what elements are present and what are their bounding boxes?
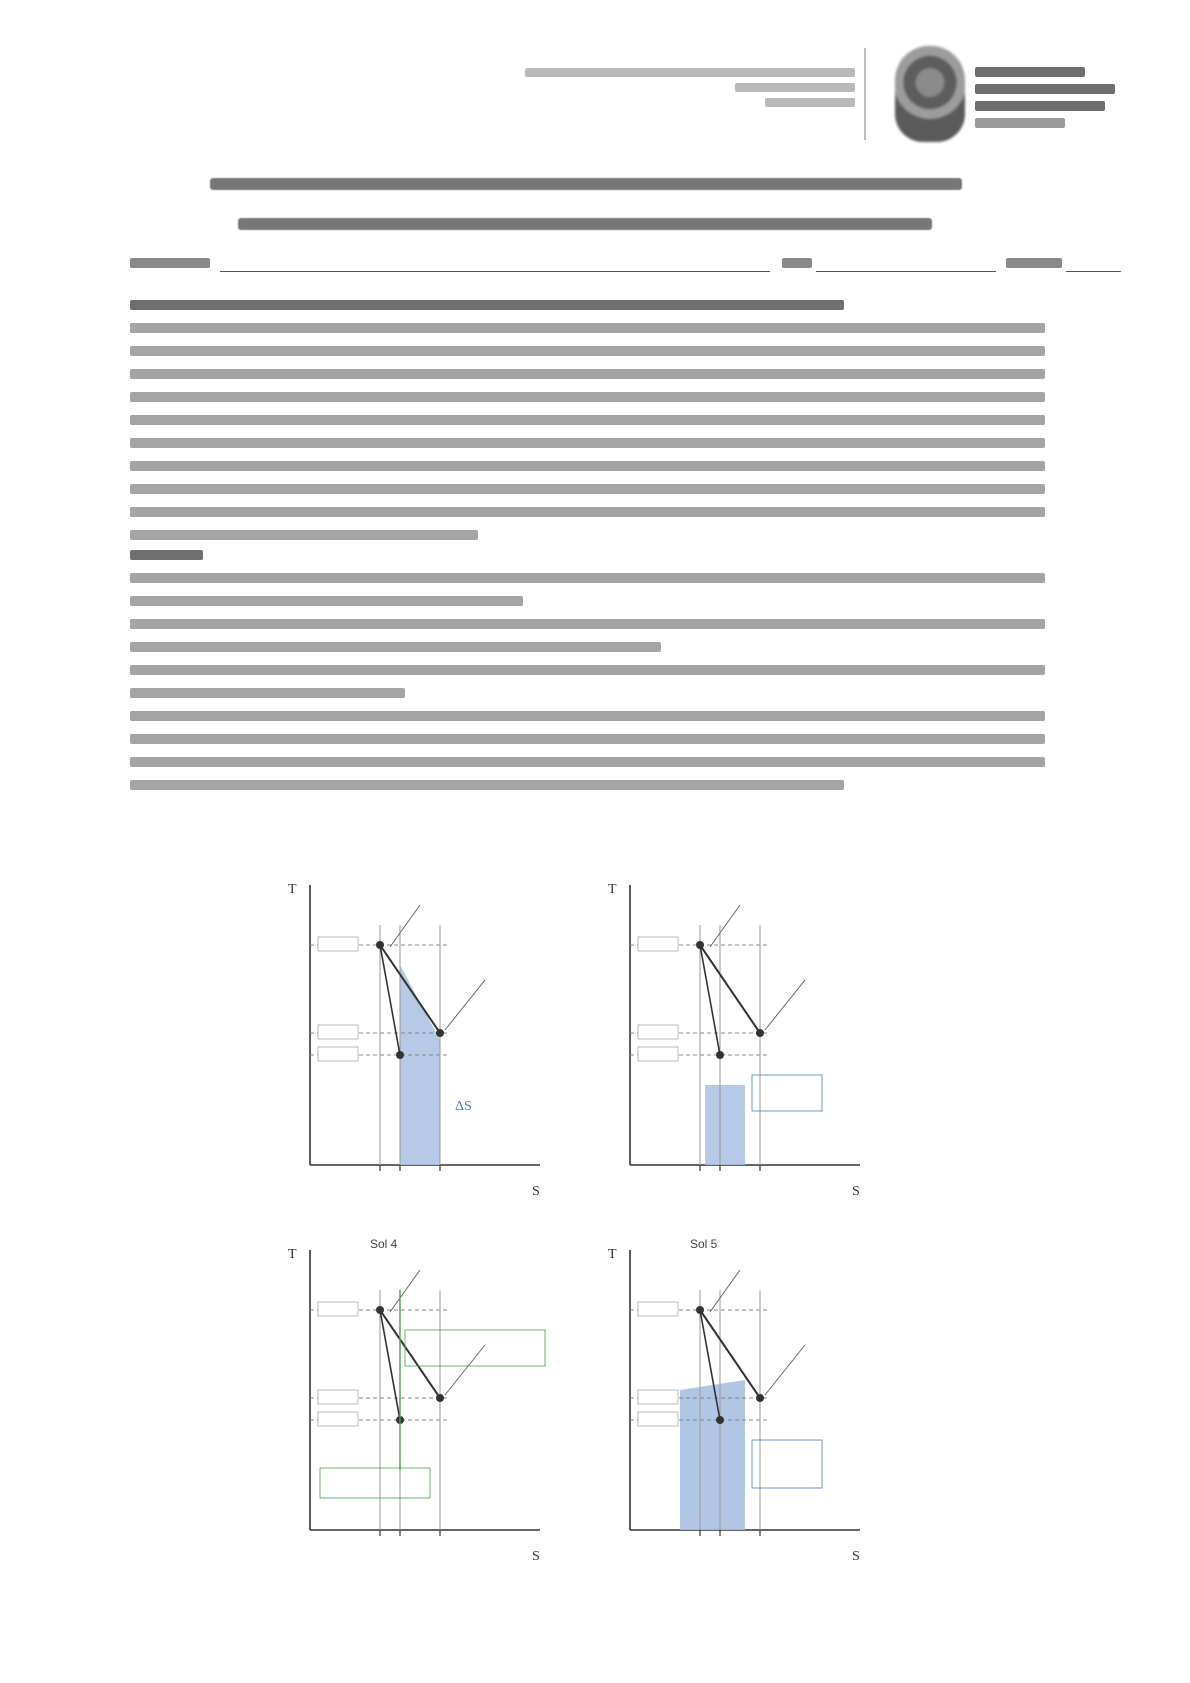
temperature-label-box (638, 1412, 678, 1426)
ts-diagram-panel-1 (250, 865, 580, 1225)
state-point (436, 1029, 444, 1037)
process-line (700, 945, 760, 1033)
paragraph-line (130, 461, 1045, 471)
question-line (130, 596, 523, 606)
question-item (130, 757, 1045, 767)
heat-area (705, 1085, 745, 1165)
paragraph-line (130, 438, 1045, 448)
temperature-label-box (638, 1047, 678, 1061)
leader-line (445, 1345, 485, 1395)
temperature-label-box (318, 1412, 358, 1426)
state-point (376, 1306, 384, 1314)
x-axis-label: S (852, 1184, 860, 1199)
leader-line (710, 905, 740, 947)
paragraph-line (130, 323, 1045, 333)
blue-note-box (752, 1075, 822, 1111)
process-line (700, 945, 720, 1055)
heat-area (680, 1380, 745, 1530)
temperature-label-box (318, 937, 358, 951)
paragraph-line (130, 415, 1045, 425)
question-line (130, 642, 661, 652)
group-label (1006, 258, 1062, 268)
paragraph-line (130, 392, 1045, 402)
institution-text-block (515, 62, 855, 140)
temperature-label-box (318, 1390, 358, 1404)
paragraph-line (130, 507, 1045, 517)
leader-line (765, 980, 805, 1030)
temperature-label-box (318, 1025, 358, 1039)
section-heading (130, 300, 844, 310)
header-divider (864, 48, 866, 140)
leader-line (390, 1270, 420, 1312)
university-name-line (975, 118, 1065, 128)
panel-caption: Sol 5 (690, 1237, 718, 1251)
state-point (376, 941, 384, 949)
university-name-line (975, 84, 1115, 94)
process-line (380, 1310, 400, 1420)
temperature-label-box (638, 1302, 678, 1316)
blue-note-box (752, 1440, 822, 1488)
entropy-area (400, 965, 440, 1165)
x-axis-label: S (532, 1184, 540, 1199)
temperature-label-box (638, 1025, 678, 1039)
question-item (130, 573, 1045, 583)
process-line (380, 1310, 440, 1398)
question-list (130, 550, 1045, 803)
name-field[interactable] (220, 271, 770, 273)
y-axis-label: T (608, 882, 617, 897)
question-item (130, 665, 1045, 675)
university-seal-logo (895, 46, 965, 142)
green-note-box (320, 1468, 430, 1498)
ts-diagram-panel-4 (570, 1230, 900, 1590)
leader-line (445, 980, 485, 1030)
paragraph-line (130, 530, 478, 540)
paragraph-line (130, 484, 1045, 494)
paragraph-line (130, 369, 1045, 379)
temperature-label-box (638, 937, 678, 951)
state-point (696, 941, 704, 949)
x-axis-label: S (852, 1549, 860, 1564)
question-line (130, 780, 844, 790)
temperature-label-box (638, 1390, 678, 1404)
state-point (756, 1029, 764, 1037)
paragraph-line (130, 346, 1045, 356)
university-name-block (975, 60, 1125, 130)
green-note-box (405, 1330, 545, 1366)
id-label (782, 258, 812, 268)
state-point (696, 1306, 704, 1314)
panel-caption: Sol 4 (370, 1237, 398, 1251)
exam-subtitle (238, 218, 932, 230)
university-name-line (975, 101, 1105, 111)
leader-line (710, 1270, 740, 1312)
y-axis-label: T (608, 1247, 617, 1262)
leader-line (390, 905, 420, 947)
student-fields-row (130, 254, 990, 274)
state-point (716, 1051, 724, 1059)
temperature-label-box (318, 1047, 358, 1061)
area-label: ΔS (455, 1099, 472, 1114)
problem-statement (130, 300, 1045, 553)
questions-heading (130, 550, 203, 560)
group-field[interactable] (1066, 271, 1121, 273)
state-point (716, 1416, 724, 1424)
exam-title (210, 178, 962, 190)
university-name-line (975, 67, 1085, 77)
y-axis-label: T (288, 882, 297, 897)
institution-line (525, 68, 855, 77)
question-item (130, 711, 1045, 721)
state-point (436, 1394, 444, 1402)
ts-diagram-panel-3 (250, 1230, 580, 1590)
name-label (130, 258, 210, 268)
temperature-label-box (318, 1302, 358, 1316)
institution-line (765, 98, 855, 107)
process-line (380, 945, 400, 1055)
state-point (756, 1394, 764, 1402)
question-line (130, 734, 1045, 744)
institution-line (735, 83, 855, 92)
y-axis-label: T (288, 1247, 297, 1262)
leader-line (765, 1345, 805, 1395)
state-point (396, 1051, 404, 1059)
question-item (130, 619, 1045, 629)
ts-diagram-panel-2 (570, 865, 900, 1225)
question-line (130, 688, 405, 698)
x-axis-label: S (532, 1549, 540, 1564)
id-field[interactable] (816, 271, 996, 273)
